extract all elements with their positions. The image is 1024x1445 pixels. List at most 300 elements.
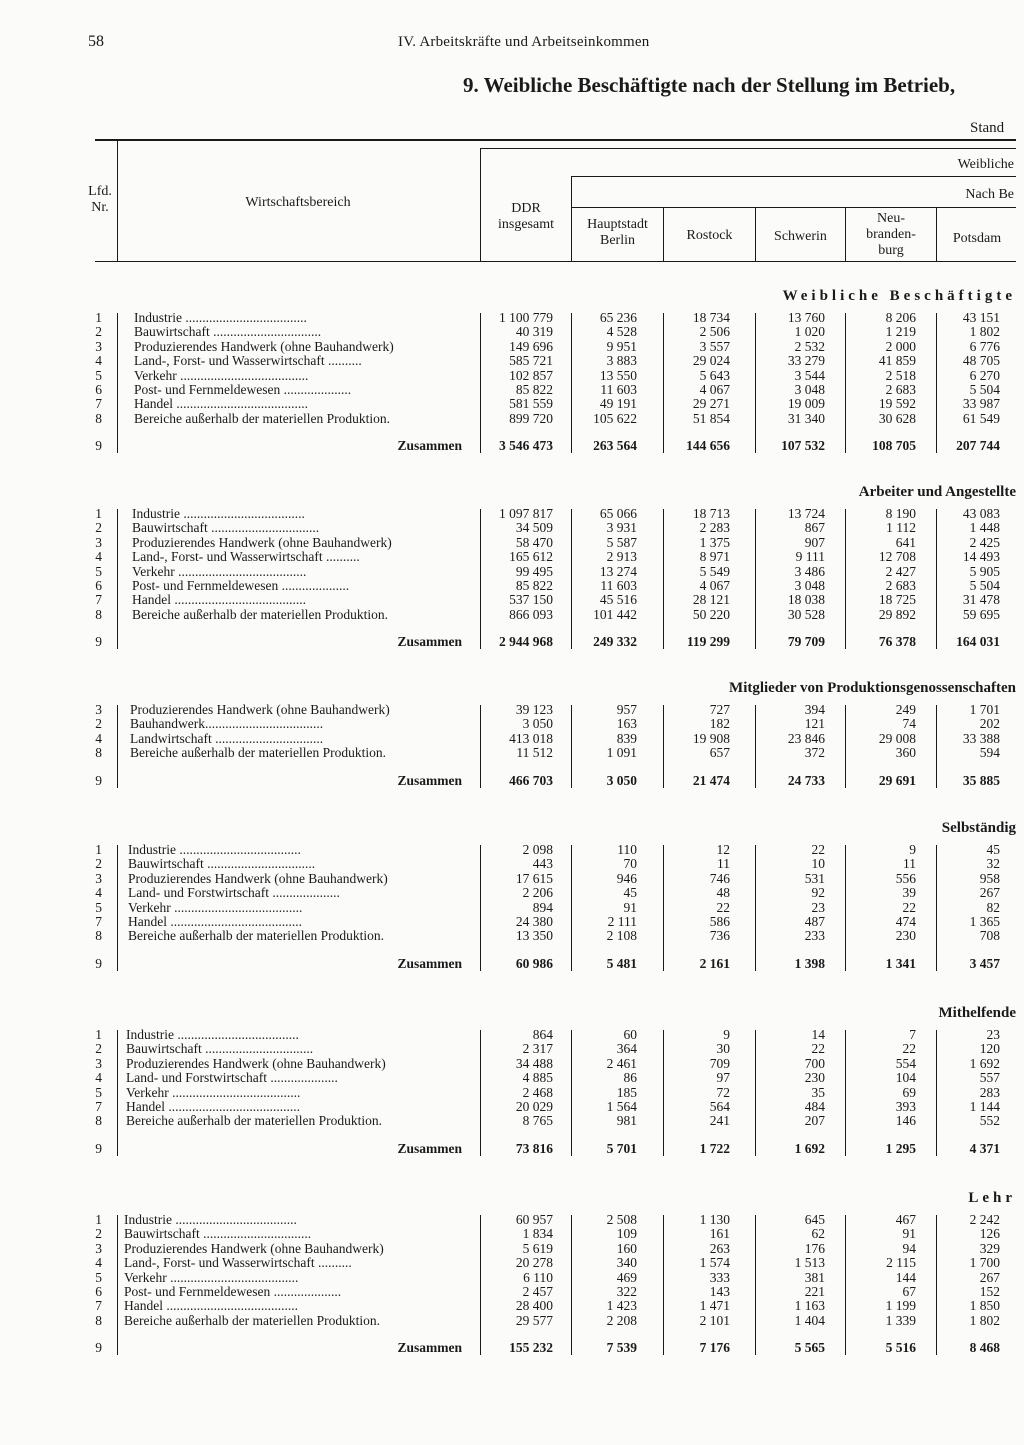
cell-value: 981: [616, 1113, 637, 1129]
row-number: 5: [95, 563, 102, 579]
cell-value: 19 592: [878, 396, 916, 412]
cell-value: 60 986: [515, 955, 553, 971]
row-label: Land-, Forst- und Wasserwirtschaft ..........: [124, 1256, 352, 1271]
cell-value: 41 859: [878, 353, 916, 369]
cell-value: 70: [623, 856, 637, 872]
cell-value: 161: [709, 1226, 730, 1242]
cell-value: 1 448: [969, 520, 1000, 536]
header-nb-line2: branden-: [866, 227, 916, 242]
cell-value: 3 486: [794, 563, 825, 579]
cell-value: 7: [909, 1027, 916, 1042]
cell-value: 31 340: [787, 410, 825, 426]
row-number: 6: [95, 382, 102, 397]
cell-value: 645: [804, 1212, 825, 1227]
header-lfd: Lfd.: [88, 184, 112, 199]
cell-value: 329: [979, 1240, 1000, 1256]
cell-value: 29 008: [878, 730, 916, 746]
header-bottom-rule: [95, 261, 1016, 262]
row-label: Industrie ....................................: [128, 843, 301, 857]
row-label: Zusammen: [397, 956, 462, 971]
cell-value: 1 199: [885, 1298, 916, 1314]
cell-value: 1 163: [794, 1298, 825, 1314]
row-number: 4: [95, 1070, 102, 1086]
table-row: [0, 857, 1024, 871]
row-label: Produzierendes Handwerk (ohne Bauhandwerk): [130, 703, 390, 717]
cell-value: 29 691: [878, 772, 916, 788]
header-weibliche: Weibliche: [957, 157, 1014, 172]
total-row: [0, 957, 1024, 971]
cell-value: 20 029: [515, 1099, 553, 1114]
row-label: Industrie ....................................: [124, 1213, 297, 1227]
header-inner-rule-3: [571, 207, 1016, 208]
cell-value: 9: [723, 1027, 730, 1042]
cell-value: 267: [979, 1269, 1000, 1285]
cell-value: 207 744: [956, 438, 1000, 454]
cell-value: 3 048: [794, 382, 825, 397]
cell-value: 1 701: [969, 702, 1000, 717]
cell-value: 1 097 817: [499, 506, 553, 521]
row-number: 4: [95, 1255, 102, 1271]
cell-value: 1 020: [794, 324, 825, 340]
row-number: 5: [95, 1084, 102, 1100]
cell-value: 736: [709, 928, 730, 944]
row-label: Bereiche außerhalb der materiellen Produktion.: [128, 929, 385, 944]
cell-value: 11 603: [600, 382, 637, 397]
row-label: Zusammen: [397, 773, 462, 788]
table-row: [0, 1213, 1024, 1227]
row-label: Produzierendes Handwerk (ohne Bauhandwerk): [128, 871, 388, 886]
cell-value: 2 683: [885, 578, 916, 593]
cell-value: 2 508: [606, 1212, 637, 1227]
cell-value: 11 512: [516, 745, 553, 761]
row-number: 2: [95, 716, 102, 732]
row-number: 9: [95, 634, 102, 650]
cell-value: 700: [804, 1055, 825, 1071]
table-row: [0, 340, 1024, 354]
cell-value: 2 111: [607, 914, 637, 929]
header-ddr-line2: insgesamt: [498, 217, 554, 232]
row-label: Land- und Forstwirtschaft ....................: [126, 1071, 338, 1086]
table-row: [0, 369, 1024, 383]
cell-value: 61 549: [962, 410, 1000, 426]
cell-value: 160: [616, 1240, 637, 1256]
cell-value: 51 854: [692, 410, 730, 426]
cell-value: 22: [811, 1041, 825, 1057]
cell-value: 62: [811, 1226, 825, 1242]
cell-value: 30 528: [787, 606, 825, 622]
cell-value: 49 191: [599, 396, 637, 412]
row-number: 7: [95, 1298, 102, 1314]
cell-value: 708: [979, 928, 1000, 944]
cell-value: 2 461: [606, 1055, 637, 1071]
stand-label: Stand: [970, 120, 1005, 136]
cell-value: 110: [617, 842, 637, 857]
cell-value: 126: [979, 1226, 1000, 1242]
cell-value: 23: [986, 1027, 1000, 1042]
cell-value: 727: [709, 702, 730, 717]
cell-value: 91: [623, 899, 637, 915]
cell-value: 9 951: [606, 338, 637, 354]
row-label: Handel .......................................: [134, 397, 308, 412]
cell-value: 484: [804, 1099, 825, 1114]
cell-value: 60 957: [515, 1212, 553, 1227]
row-label: Industrie ....................................: [132, 507, 305, 521]
cell-value: 1 692: [794, 1140, 825, 1156]
cell-value: 360: [895, 745, 916, 761]
cell-value: 946: [616, 870, 637, 886]
row-number: 2: [95, 856, 102, 872]
cell-value: 152: [979, 1284, 1000, 1299]
cell-value: 5 701: [606, 1140, 637, 1156]
row-label: Bereiche außerhalb der materiellen Produktion.: [124, 1313, 381, 1328]
cell-value: 69: [902, 1084, 916, 1100]
cell-value: 537 150: [509, 592, 553, 608]
cell-value: 585 721: [509, 353, 553, 369]
total-row: [0, 439, 1024, 453]
row-label: Zusammen: [397, 635, 462, 650]
row-number: 1: [95, 310, 102, 325]
cell-value: 5 619: [522, 1240, 553, 1256]
cell-value: 32: [986, 856, 1000, 872]
row-number: 2: [95, 1041, 102, 1057]
cell-value: 709: [709, 1055, 730, 1071]
cell-value: 2 098: [522, 842, 553, 857]
cell-value: 746: [709, 870, 730, 886]
cell-value: 105 622: [593, 410, 637, 426]
cell-value: 104: [895, 1070, 916, 1086]
cell-value: 20 278: [515, 1255, 553, 1271]
total-row: [0, 1341, 1024, 1355]
table-row: [0, 703, 1024, 717]
cell-value: 22: [902, 899, 916, 915]
row-number: 7: [95, 1099, 102, 1114]
table-row: [0, 1086, 1024, 1100]
row-number: 4: [95, 885, 102, 901]
cell-value: 8 468: [969, 1340, 1000, 1356]
row-number: 2: [95, 324, 102, 340]
table-row: [0, 536, 1024, 550]
cell-value: 364: [616, 1041, 637, 1057]
row-label: Handel .......................................: [132, 593, 306, 608]
row-label: Zusammen: [397, 1341, 462, 1356]
row-label: Industrie ....................................: [126, 1028, 299, 1042]
cell-value: 33 279: [787, 353, 825, 369]
cell-value: 372: [804, 745, 825, 761]
cell-value: 1 112: [886, 520, 916, 536]
cell-value: 43 083: [962, 506, 1000, 521]
cell-value: 65 236: [599, 310, 637, 325]
cell-value: 554: [895, 1055, 916, 1071]
cell-value: 958: [979, 870, 1000, 886]
cell-value: 866 093: [509, 606, 553, 622]
cell-value: 72: [716, 1084, 730, 1100]
cell-value: 2 457: [522, 1284, 553, 1299]
cell-value: 249: [895, 702, 916, 717]
header-nb-line1: Neu-: [877, 211, 905, 226]
cell-value: 31 478: [962, 592, 1000, 608]
row-label: Land-, Forst- und Wasserwirtschaft ..........: [134, 354, 362, 369]
row-number: 8: [95, 745, 102, 761]
cell-value: 24 733: [787, 772, 825, 788]
cell-value: 3 931: [606, 520, 637, 536]
cell-value: 4 528: [606, 324, 637, 340]
table-row: [0, 311, 1024, 325]
section-title: Selbständig: [941, 820, 1016, 836]
page-number: 58: [88, 33, 104, 50]
header-hauptstadt-berlin: [572, 217, 663, 249]
cell-value: 1 834: [522, 1226, 553, 1242]
row-number: 4: [95, 353, 102, 369]
total-row: [0, 1142, 1024, 1156]
table-row: [0, 901, 1024, 915]
cell-value: 2 468: [522, 1084, 553, 1100]
cell-value: 2 208: [606, 1312, 637, 1328]
cell-value: 30: [716, 1041, 730, 1057]
row-number: 9: [95, 772, 102, 788]
cell-value: 839: [616, 730, 637, 746]
cell-value: 22: [716, 899, 730, 915]
cell-value: 4 371: [969, 1140, 1000, 1156]
cell-value: 40 319: [515, 324, 553, 340]
cell-value: 18 725: [878, 592, 916, 608]
cell-value: 2 532: [794, 338, 825, 354]
row-label: Bereiche außerhalb der materiellen Produktion.: [132, 607, 389, 622]
cell-value: 19 908: [692, 730, 730, 746]
cell-value: 1 564: [606, 1099, 637, 1114]
cell-value: 185: [616, 1084, 637, 1100]
cell-value: 13 760: [787, 310, 825, 325]
cell-value: 233: [804, 928, 825, 944]
cell-value: 381: [804, 1269, 825, 1285]
cell-value: 957: [616, 702, 637, 717]
cell-value: 469: [616, 1269, 637, 1285]
cell-value: 1 091: [606, 745, 637, 761]
cell-value: 1 365: [969, 914, 1000, 929]
section-title: Lehr: [968, 1190, 1016, 1206]
cell-value: 50 220: [692, 606, 730, 622]
cell-value: 230: [804, 1070, 825, 1086]
row-label: Produzierendes Handwerk (ohne Bauhandwerk): [124, 1241, 384, 1256]
cell-value: 1 574: [699, 1255, 730, 1271]
cell-value: 557: [979, 1070, 1000, 1086]
row-label: Handel .......................................: [124, 1299, 298, 1314]
table-row: [0, 872, 1024, 886]
cell-value: 894: [532, 899, 553, 915]
row-number: 1: [95, 1212, 102, 1227]
cell-value: 120: [979, 1041, 1000, 1057]
row-number: 1: [95, 842, 102, 857]
cell-value: 9 111: [795, 549, 825, 565]
cell-value: 230: [895, 928, 916, 944]
cell-value: 119 299: [686, 634, 730, 650]
cell-value: 94: [902, 1240, 916, 1256]
cell-value: 8 971: [699, 549, 730, 565]
cell-value: 1 802: [969, 324, 1000, 340]
table-title: 9. Weibliche Beschäftigte nach der Stellung im Betrieb,: [463, 73, 956, 97]
cell-value: 29 577: [515, 1312, 553, 1328]
row-label: Produzierendes Handwerk (ohne Bauhandwerk): [126, 1056, 386, 1071]
table-row: [0, 507, 1024, 521]
cell-value: 60: [623, 1027, 637, 1042]
cell-value: 182: [709, 716, 730, 732]
cell-value: 99 495: [515, 563, 553, 579]
row-number: 9: [95, 955, 102, 971]
table-row: [0, 1242, 1024, 1256]
row-label: Verkehr ......................................: [132, 564, 307, 579]
row-label: Zusammen: [397, 1141, 462, 1156]
cell-value: 79 709: [787, 634, 825, 650]
cell-value: 11: [903, 856, 916, 872]
cell-value: 17 615: [515, 870, 553, 886]
cell-value: 2 913: [606, 549, 637, 565]
header-inner-rule-2: [571, 176, 1016, 177]
cell-value: 5 481: [606, 955, 637, 971]
row-label: Landwirtschaft ................................: [130, 731, 324, 746]
cell-value: 23: [811, 899, 825, 915]
cell-value: 2 283: [699, 520, 730, 536]
cell-value: 2 161: [699, 955, 730, 971]
cell-value: 91: [902, 1226, 916, 1242]
cell-value: 146: [895, 1113, 916, 1129]
cell-value: 552: [979, 1113, 1000, 1129]
row-number: 5: [95, 1269, 102, 1285]
table-row: [0, 1114, 1024, 1128]
header-schwerin: Schwerin: [774, 229, 827, 244]
cell-value: 4 885: [522, 1070, 553, 1086]
table-row: [0, 1100, 1024, 1114]
cell-value: 58 470: [515, 534, 553, 550]
cell-value: 1 339: [885, 1312, 916, 1328]
row-number: 3: [95, 338, 102, 354]
cell-value: 144: [895, 1269, 916, 1285]
row-number: 8: [95, 1312, 102, 1328]
cell-value: 10: [811, 856, 825, 872]
cell-value: 1 802: [969, 1312, 1000, 1328]
cell-value: 3 050: [606, 772, 637, 788]
cell-value: 35 885: [962, 772, 1000, 788]
cell-value: 594: [979, 745, 1000, 761]
cell-value: 1 692: [969, 1055, 1000, 1071]
cell-value: 5 905: [969, 563, 1000, 579]
cell-value: 263: [709, 1240, 730, 1256]
cell-value: 8 206: [885, 310, 916, 325]
cell-value: 18 713: [692, 506, 730, 521]
cell-value: 267: [979, 885, 1000, 901]
cell-value: 531: [804, 870, 825, 886]
row-label: Bauwirtschaft ................................: [132, 521, 320, 536]
table-row: [0, 886, 1024, 900]
cell-value: 43 151: [962, 310, 1000, 325]
cell-value: 6 270: [969, 367, 1000, 383]
row-number: 5: [95, 367, 102, 383]
table-row: [0, 1071, 1024, 1085]
row-label: Bereiche außerhalb der materiellen Produktion.: [126, 1114, 383, 1129]
cell-value: 18 734: [692, 310, 730, 325]
cell-value: 11: [717, 856, 730, 872]
header-ddr-line1: DDR: [511, 201, 541, 216]
cell-value: 29 271: [692, 396, 730, 412]
cell-value: 2 944 968: [499, 634, 553, 650]
cell-value: 1 295: [885, 1140, 916, 1156]
row-number: 3: [95, 534, 102, 550]
cell-value: 4 067: [699, 578, 730, 593]
cell-value: 3 050: [522, 716, 553, 732]
cell-value: 121: [804, 716, 825, 732]
header-lfd-nr: [85, 184, 115, 216]
cell-value: 1 700: [969, 1255, 1000, 1271]
row-number: 7: [95, 914, 102, 929]
cell-value: 5 565: [794, 1340, 825, 1356]
cell-value: 907: [804, 534, 825, 550]
table-row: [0, 354, 1024, 368]
row-label: Produzierendes Handwerk (ohne Bauhandwerk): [132, 535, 392, 550]
cell-value: 35: [811, 1084, 825, 1100]
row-label: Bauwirtschaft ................................: [128, 857, 316, 872]
cell-value: 1 341: [885, 955, 916, 971]
cell-value: 581 559: [509, 396, 553, 412]
row-label: Bereiche außerhalb der materiellen Produktion.: [130, 746, 387, 761]
header-berlin-line1: Hauptstadt: [587, 217, 648, 232]
cell-value: 864: [532, 1027, 553, 1042]
header-potsdam: Potsdam: [952, 231, 1002, 246]
row-label: Post- und Fernmeldewesen ....................: [124, 1285, 342, 1299]
table-row: [0, 579, 1024, 593]
cell-value: 74: [902, 716, 916, 732]
cell-value: 86: [623, 1070, 637, 1086]
total-row: [0, 774, 1024, 788]
cell-value: 263 564: [593, 438, 637, 454]
cell-value: 413 018: [509, 730, 553, 746]
cell-value: 39: [902, 885, 916, 901]
cell-value: 18 038: [787, 592, 825, 608]
cell-value: 2 101: [699, 1312, 730, 1328]
cell-value: 22: [811, 842, 825, 857]
table-row: [0, 608, 1024, 622]
cell-value: 33 987: [962, 396, 1000, 412]
table-row: [0, 412, 1024, 426]
header-ddr-insgesamt: [481, 201, 571, 233]
table-row: [0, 1227, 1024, 1241]
cell-value: 2 518: [885, 367, 916, 383]
row-number: 3: [95, 870, 102, 886]
cell-value: 21 474: [692, 772, 730, 788]
cell-value: 65 066: [599, 506, 637, 521]
cell-value: 13 350: [515, 928, 553, 944]
cell-value: 12: [716, 842, 730, 857]
cell-value: 108 705: [872, 438, 916, 454]
table-row: [0, 383, 1024, 397]
section-title: Mithelfende: [938, 1005, 1016, 1021]
section-title: Arbeiter und Angestellte: [858, 484, 1016, 500]
row-number: 3: [95, 702, 102, 717]
cell-value: 34 488: [515, 1055, 553, 1071]
cell-value: 241: [709, 1113, 730, 1129]
cell-value: 9: [909, 842, 916, 857]
cell-value: 466 703: [509, 772, 553, 788]
table-row: [0, 1057, 1024, 1071]
cell-value: 22: [902, 1041, 916, 1057]
cell-value: 24 380: [515, 914, 553, 929]
row-number: 6: [95, 578, 102, 593]
row-label: Bauhandwerk...................................: [130, 717, 324, 732]
table-row: [0, 593, 1024, 607]
cell-value: 5 587: [606, 534, 637, 550]
cell-value: 2 000: [885, 338, 916, 354]
cell-value: 564: [709, 1099, 730, 1114]
header-berlin-line2: Berlin: [600, 233, 635, 248]
table-row: [0, 550, 1024, 564]
cell-value: 2 425: [969, 534, 1000, 550]
